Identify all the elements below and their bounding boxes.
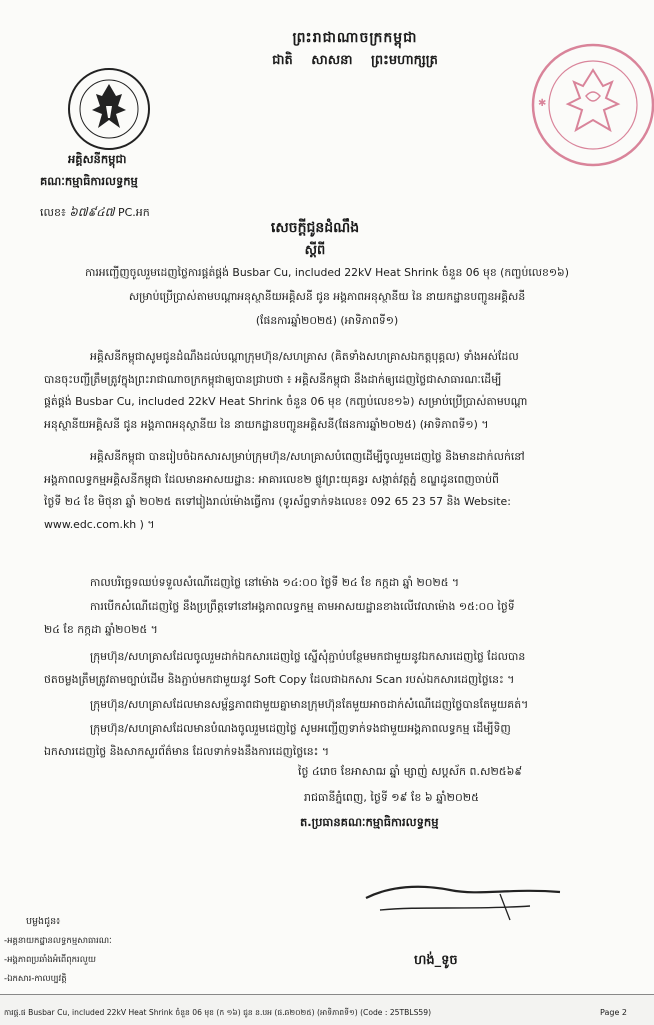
paragraph-line: ថតចម្លងត្រឹមត្រូវតាមច្បាប់ដើម និងភ្ជាប់មកជាមួយនូវ Soft Copy ដែលជាឯកសារ Scan របស់ឯកសារដេញថ្លៃនេះ ។: [44, 672, 515, 686]
place-date: រាជធានីភ្នំពេញ, ថ្ងៃទី ១៩ ខែ ៦ ឆ្នាំ២០២៥: [304, 791, 479, 804]
subject-line: ការអញ្ជើញចូលរួមដេញថ្លៃការផ្គត់ផ្គង់ Busbar Cu, included 22kV Heat Shrink ចំនួន 06 មុខ (កញ្ចប់លេខ១៦): [85, 266, 569, 279]
paragraph-line: ២៤ ខែ កក្កដា ឆ្នាំ២០២៥ ។: [44, 622, 158, 636]
org-name: អគ្គិសនីកម្ពុជា: [68, 152, 127, 166]
ref-suffix: PC.អក: [117, 206, 150, 219]
paragraph-opening: [44, 596, 622, 641]
cc-title: បម្លងជូន៖: [26, 916, 61, 927]
ref-label: លេខ: [40, 206, 61, 219]
edc-logo: [66, 66, 152, 152]
ref-number: ៦៧៩៤៧: [69, 205, 115, 219]
paragraph-line: ក្រុមហ៊ុន/សហគ្រាសដែលមានសម្ព័ន្ធភាពជាមួយគ្នាមានក្រុមហ៊ុនតែមួយអាចដាក់សំណើដេញថ្លៃបានតែមួយគត់។: [90, 698, 529, 711]
subject-line: សម្រាប់ប្រើប្រាស់តាមបណ្តាអនុស្ថានីយអគ្គិសនី ជូន អង្គភាពអនុស្ថានីយ នៃ នាយកដ្ឋានបញ្ជូនអគ្គិសនី: [128, 290, 526, 303]
svg-text:✱: ✱: [538, 98, 547, 109]
footer-text: ការផ្គ.ផ Busbar Cu, included 22kV Heat Shrink ចំនួន 06 មុខ (ក ១៦) ជូន ន.បអ (ផ.ឆ២០២៥) (អាទិភាពទី១) (Code : 25TBLS59): [4, 1008, 432, 1017]
paragraph-contact: [44, 718, 622, 763]
paragraph-deadline: [44, 572, 622, 595]
cc-item: -ឯកសារ-កាលប្បវត្តិ: [4, 974, 67, 984]
paragraph-line: អគ្គិសនីកម្ពុជា បានរៀបចំឯកសារសម្រាប់ក្រុមហ៊ុន/សហគ្រាសបំពេញដើម្បីចូលរួមដេញថ្លៃ និងមានដាក់លក់នៅ: [90, 450, 525, 463]
committee-name: គណៈកម្មាធិការលទ្ធកម្ម: [40, 174, 138, 188]
page-number: Page 2: [600, 1008, 627, 1017]
paragraph-documents: [44, 446, 622, 536]
paragraph-line: អង្គភាពលទ្ធកម្មអគ្គិសនីកម្ពុជា ដែលមានអាសយដ្ឋាន: អាគារលេខ២ ផ្លូវព្រះយុគន្ធរ សង្កាត់វត្តភ្នំ ខណ្ឌដូនពេញចាប់ពី: [44, 472, 499, 486]
paragraph-intro: [44, 346, 622, 436]
paragraph-line: ឯកសារដេញថ្លៃ និងសាកសួរព័ត៌មាន ដែលទាក់ទងនឹងការដេញថ្លៃនេះ ។: [44, 744, 330, 758]
paragraph-line: ក្រុមហ៊ុន/សហគ្រាសដែលចូលរួមដាក់ឯកសារដេញថ្លៃ ស្នើសុំភ្ជាប់បន្ថែមមកជាមួយនូវឯកសារដេញថ្លៃ ដែលបាន: [90, 650, 526, 663]
signer-position: ត.ប្រធានគណៈកម្មាធិការលទ្ធកម្ម: [300, 815, 439, 829]
lunar-date: ថ្ងៃ ៤រោច ខែអាសាឍ ឆ្នាំ ម្សាញ់ សប្តស័ក ព.ស២៥៦៩: [298, 765, 523, 778]
subject-line: (ផែនការឆ្នាំ២០២៥) (អាទិភាពទី១): [255, 314, 399, 327]
paragraph-copies: [44, 646, 622, 691]
paragraph-affiliation: [44, 694, 622, 717]
kingdom-heading: ព្រះរាជាណាចក្រកម្ពុជា: [292, 30, 418, 46]
notice-title: សេចក្តីជូនដំណឹង: [270, 220, 360, 236]
official-seal-stamp: [528, 40, 654, 170]
paragraph-line: ក្រុមហ៊ុន/សហគ្រាសដែលមានបំណងចូលរួមដេញថ្លៃ សូមអញ្ជើញទាក់ទងជាមួយអង្គភាពលទ្ធកម្ម ដើម្បីទិញ: [90, 722, 511, 735]
cc-item: -អង្គភាពប្រឆាំងអំពើពុករលួយ: [4, 955, 96, 965]
reference-number: លេខ៖ ៦៧៩៤៧ PC.អក: [40, 205, 150, 219]
paragraph-line: ផ្គត់ផ្គង់ Busbar Cu, included 22kV Heat Shrink ចំនួន 06 មុខ (កញ្ចប់លេខ១៦) សម្រាប់ប្រើប្រាស់តាមបណ្តា: [44, 395, 528, 409]
handwritten-signature: [360, 880, 570, 930]
paragraph-line: ការបើកសំណើដេញថ្លៃ នឹងប្រព្រឹត្តទៅនៅអង្គភាពលទ្ធកម្ម តាមអាសយដ្ឋានខាងលើវេលាម៉ោង ១៥:០០ ថ្ងៃទី: [90, 600, 515, 613]
cc-item: -អគ្គនាយកដ្ឋានលទ្ធកម្មសាធារណៈ: [4, 936, 112, 946]
paragraph-line: អគ្គិសនីកម្ពុជាសូមជូនដំណឹងដល់បណ្តាក្រុមហ៊ុន/សហគ្រាស (គិតទាំងសហគ្រាសឯកត្តបុគ្គល) ទាំងអស់ដែល: [90, 350, 519, 363]
paragraph-line: កាលបរិច្ឆេទឈប់ទទួលសំណើដេញថ្លៃ នៅម៉ោង ១៤:០០ ថ្ងៃទី ២៤ ខែ កក្កដា ឆ្នាំ ២០២៥ ។: [90, 576, 460, 589]
notice-subtitle: ស្តីពី: [304, 243, 326, 258]
signer-name: ហង់_ទូច: [414, 953, 458, 968]
paragraph-line: www.edc.com.kh ) ។: [44, 517, 155, 531]
paragraph-line: អនុស្ថានីយអគ្គិសនី ជូន អង្គភាពអនុស្ថានីយ នៃ នាយកដ្ឋានបញ្ជូនអគ្គិសនី(ផែនការឆ្នាំ២០២៥) (អាទិភាពទី១) ។: [44, 417, 489, 431]
paragraph-line: ថ្ងៃទី ២៤ ខែ មិថុនា ឆ្នាំ ២០២៥ តទៅរៀងរាល់ម៉ោងធ្វើការ (ទូរស័ព្ទទាក់ទងលេខ៖ 092 65 23 57 និង Website:: [44, 495, 511, 509]
national-motto: ជាតិ សាសនា ព្រះមហាក្សត្រ: [272, 53, 438, 68]
paragraph-line: បានចុះបញ្ជីត្រឹមត្រូវក្នុងព្រះរាជាណាចក្រកម្ពុជាឲ្យបានជ្រាបថា ៖ អគ្គិសនីកម្ពុជា នឹងដាក់ឲ្យដេញថ្លៃជាសាធារណៈដើម្បី: [44, 372, 502, 386]
